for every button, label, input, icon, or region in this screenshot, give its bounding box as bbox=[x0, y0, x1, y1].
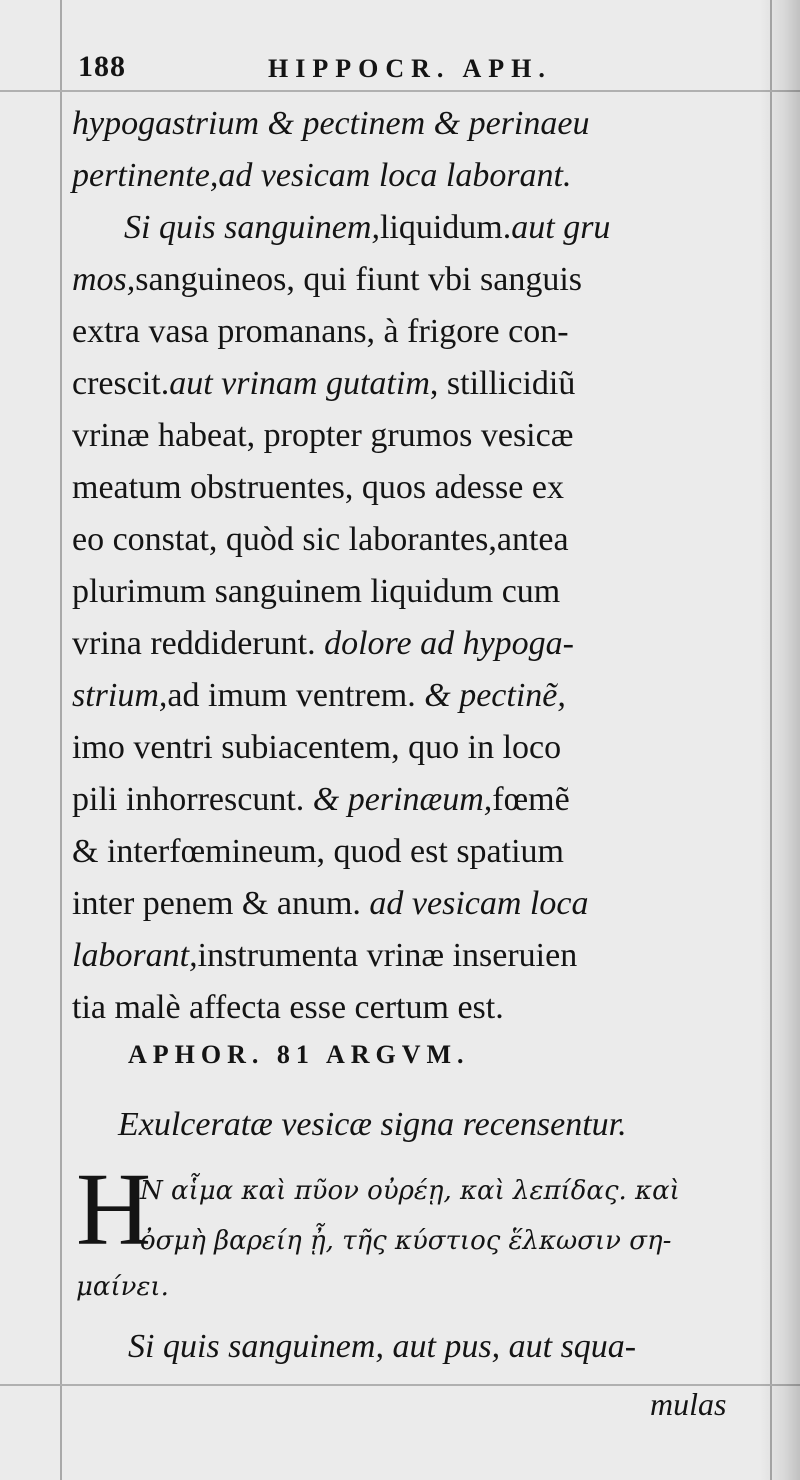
roman-run: & interfœmineum, quod est spatium bbox=[72, 833, 564, 870]
roman-run: meatum obstruentes, quos adesse ex bbox=[72, 469, 564, 506]
roman-run: crescit. bbox=[72, 365, 170, 402]
roman-run: eo constat, quòd sic laborantes,antea bbox=[72, 521, 569, 558]
italic-run: ad vesicam loca bbox=[369, 885, 589, 922]
italic-run: aut gru bbox=[511, 209, 611, 246]
italic-run: aut vrinam gutatim bbox=[169, 365, 430, 402]
frame-rule-top bbox=[0, 90, 800, 92]
commentary-text bbox=[72, 98, 762, 1034]
text-line bbox=[72, 410, 762, 462]
text-line bbox=[72, 306, 762, 358]
page-number: 188 bbox=[78, 50, 126, 83]
text-line bbox=[72, 618, 762, 670]
latin-translation: Si quis sanguinem, aut pus, aut squa- bbox=[128, 1328, 637, 1365]
roman-run: imo ventri subiacentem, quo in loco bbox=[72, 729, 562, 766]
text-line bbox=[72, 826, 762, 878]
text-line bbox=[72, 150, 762, 202]
running-head: HIPPOCR. APH. bbox=[268, 54, 552, 83]
text-line bbox=[72, 982, 762, 1034]
italic-run: strium, bbox=[72, 677, 168, 714]
roman-run: instrumenta vrinæ inseruien bbox=[197, 937, 578, 974]
text-line bbox=[72, 566, 762, 618]
page-header bbox=[78, 50, 618, 90]
roman-run: ad imum ventrem. bbox=[167, 677, 425, 714]
italic-run: dolore ad hypoga- bbox=[324, 625, 574, 662]
aphorism-argument: Exulceratæ vesicæ signa recensentur. bbox=[118, 1106, 627, 1143]
roman-run: vrina reddiderunt. bbox=[72, 625, 325, 662]
roman-run: tia malè affecta esse certum est. bbox=[72, 989, 504, 1026]
greek-text-line: ὀσμὴ βαρείη ᾖ, τῆς κύστιος ἕλκωσιν ση- bbox=[140, 1226, 672, 1256]
roman-run: liquidum. bbox=[379, 209, 512, 246]
aphorism-heading: APHOR. 81 ARGVM. bbox=[128, 1040, 470, 1069]
text-line bbox=[72, 202, 762, 254]
roman-run: extra vasa promanans, à frigore con- bbox=[72, 313, 569, 350]
italic-run: & perinæum, bbox=[312, 781, 493, 818]
roman-run: fœmẽ bbox=[492, 781, 570, 818]
roman-run: sanguineos, qui fiunt vbi sanguis bbox=[135, 261, 582, 298]
roman-run: plurimum sanguinem liquidum cum bbox=[72, 573, 561, 610]
page-edge-shadow bbox=[760, 0, 800, 1480]
text-line bbox=[72, 722, 762, 774]
text-line bbox=[72, 254, 762, 306]
text-line bbox=[72, 358, 762, 410]
greek-text-line: μαίνει. bbox=[76, 1272, 169, 1302]
roman-run: vrinæ habeat, propter grumos vesicæ bbox=[72, 417, 574, 454]
italic-run: Si quis sanguinem, bbox=[124, 209, 380, 246]
roman-run: inter penem & anum. bbox=[72, 885, 370, 922]
italic-run: mos, bbox=[72, 261, 136, 298]
text-line bbox=[72, 514, 762, 566]
text-line bbox=[72, 98, 762, 150]
italic-run: hypogastrium & pectinem & perinaeu bbox=[72, 105, 590, 142]
italic-run: & pectinẽ, bbox=[424, 677, 566, 714]
text-line bbox=[72, 774, 762, 826]
italic-run: pertinente,ad vesicam loca laborant. bbox=[72, 157, 572, 194]
greek-text-line: Ν αἷμα καὶ πῦον οὐρέῃ, καὶ λεπίδας. καὶ bbox=[140, 1176, 680, 1206]
text-line bbox=[72, 670, 762, 722]
roman-run: pili inhorrescunt. bbox=[72, 781, 313, 818]
text-line bbox=[72, 930, 762, 982]
catchword: mulas bbox=[650, 1386, 727, 1422]
text-line bbox=[72, 462, 762, 514]
text-line bbox=[72, 878, 762, 930]
frame-rule-left bbox=[60, 0, 62, 1480]
italic-run: laborant, bbox=[72, 937, 198, 974]
drop-cap: H bbox=[76, 1152, 152, 1267]
roman-run: , stillicidiũ bbox=[429, 365, 576, 402]
